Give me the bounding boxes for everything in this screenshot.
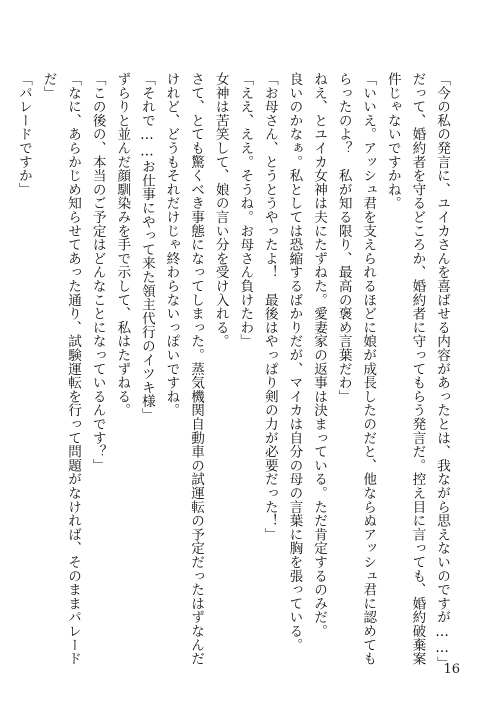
page-number: 16	[443, 662, 460, 677]
text-line: だ」	[40, 72, 57, 100]
text-line: さて、とても驚くべき事態になってしまった。蒸気機関自動車の試運転の予定だったはずなんだ	[188, 72, 205, 666]
text-line: 「それで……お仕事にやって来た領主代行のイツキ様」	[138, 72, 155, 422]
text-line: 「パレードですか」	[15, 72, 32, 197]
text-line: 「今の私の発言に、ユイカさんを喜ばせる内容があったとは、我ながら思えないのですが……」	[434, 72, 450, 671]
vertical-text-body	[11, 72, 454, 671]
text-line: ずらりと並んだ顔馴染みを手で示して、私はたずねる。	[114, 72, 131, 417]
text-line: けれど、どうもそれだけじゃ終わらないっぽいですね。	[163, 72, 180, 417]
text-line: 「いいえ。アッシュ君を支えられるほどに娘が成長したのだと、他ならぬアッシュ君に認めても	[360, 72, 377, 666]
text-line: 「なに、あらかじめ知らせてあった通り、試験運転を行って問題がなければ、そのままパレード	[65, 72, 82, 666]
text-line: 件じゃないですかね。	[384, 72, 401, 210]
text-line: らったのよ？ 私が知る限り、最高の褒め言葉だわ」	[335, 72, 352, 404]
text-line: 「この後の、本当のご予定はどんなことになっているんです？」	[89, 72, 106, 473]
text-line: 「お母さん、とうとうやったよ！ 最後はやっぱり剣の力が必要だった！」	[261, 72, 278, 542]
text-line: 良いのかなぁ。私としては恐縮するばかりだが、マイカは自分の母の言葉に胸を張っている。	[286, 72, 303, 652]
text-line: だって、婚約者を守るどころか、婚約者に守ってもらう発言だ。控え目に言っても、婚約破棄案	[409, 72, 426, 666]
text-line: 女神は苦笑して、娘の言い分を受け入れる。	[212, 72, 229, 348]
text-line: ねえ、とユイカ女神は夫にたずねた。愛妻家の返事は決まっている。ただ肯定するのみだ。	[311, 72, 328, 638]
text-line: 「ええ、ええ。そうね。お母さん負けたわ」	[237, 72, 254, 348]
